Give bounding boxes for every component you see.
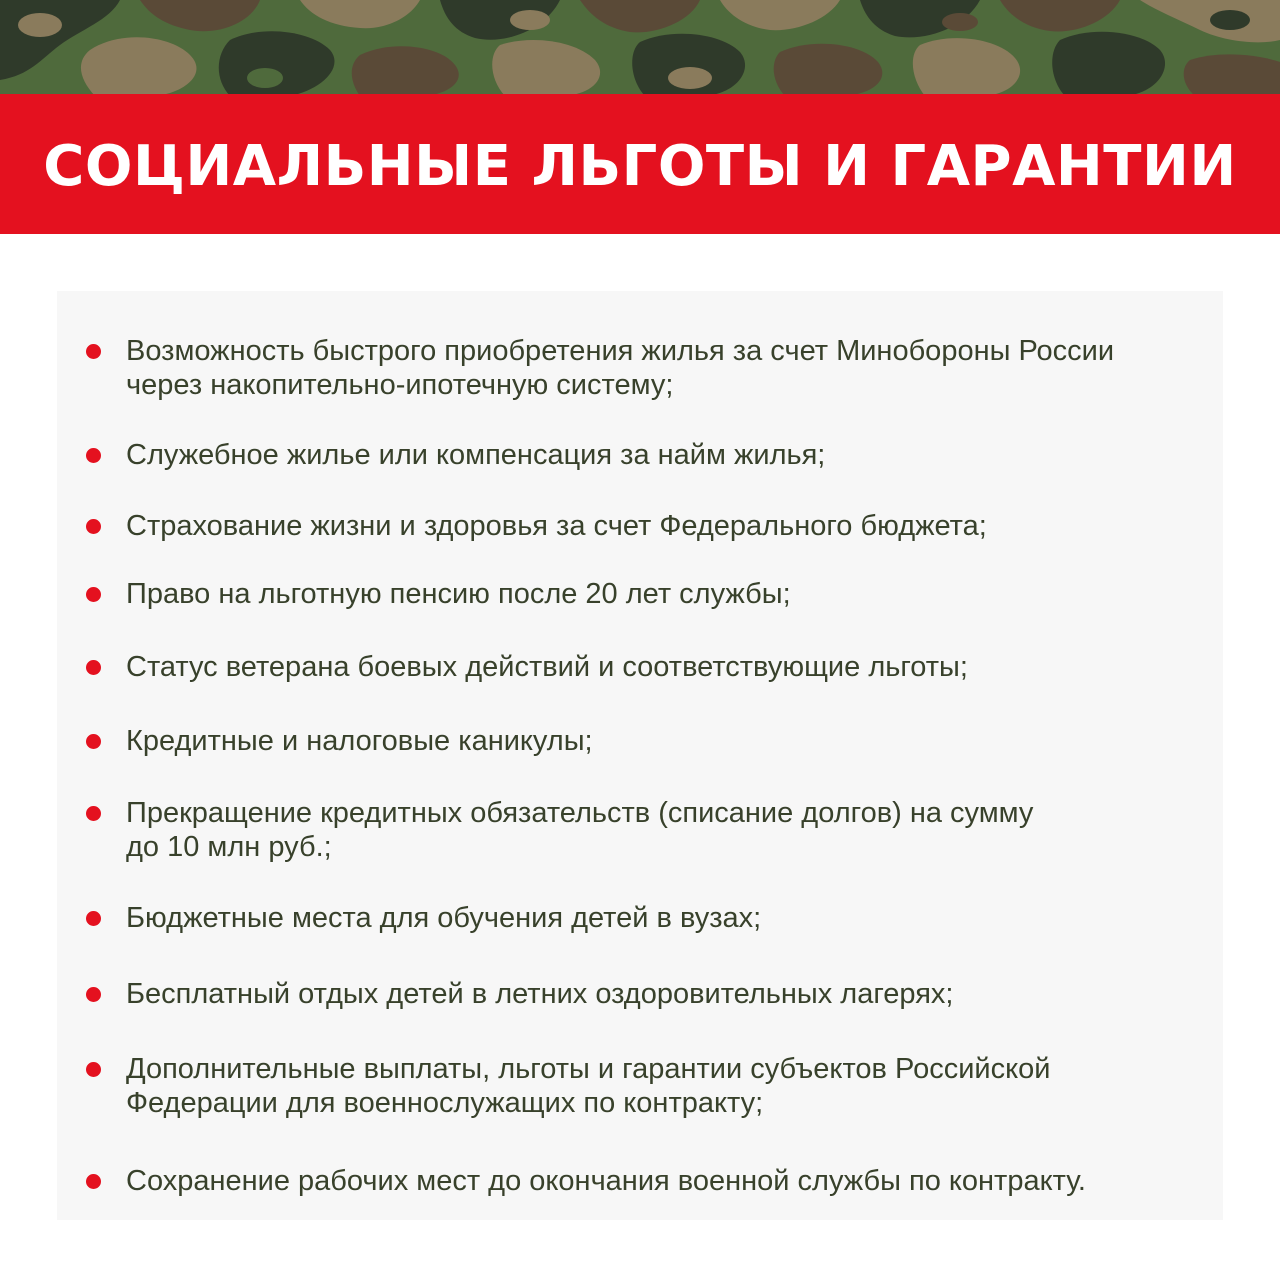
bullet-icon: [86, 1174, 101, 1189]
page-title: СОЦИАЛЬНЫЕ ЛЬГОТЫ И ГАРАНТИИ: [43, 133, 1237, 199]
list-item-text: Служебное жилье или компенсация за найм жилья;: [126, 439, 826, 471]
list-item-text: Право на льготную пенсию после 20 лет службы;: [126, 578, 791, 610]
list-item-text: Кредитные и налоговые каникулы;: [126, 725, 593, 757]
bullet-icon: [86, 987, 101, 1002]
bullet-icon: [86, 911, 101, 926]
camouflage-header-pattern: [0, 0, 1280, 96]
bullet-icon: [86, 1062, 101, 1077]
benefits-panel: [57, 291, 1223, 1220]
bullet-icon: [86, 519, 101, 534]
bullet-icon: [86, 660, 101, 675]
list-item-text: Страхование жизни и здоровья за счет Федерального бюджета;: [126, 510, 987, 542]
list-item-text: Статус ветерана боевых действий и соответствующие льготы;: [126, 651, 968, 683]
bullet-icon: [86, 448, 101, 463]
title-banner: [0, 94, 1280, 234]
bullet-icon: [86, 344, 101, 359]
list-item-text: Бесплатный отдых детей в летних оздоровительных лагерях;: [126, 978, 954, 1010]
list-item-text: Возможность быстрого приобретения жилья за счет Минобороны России через накопительно-ипотечную систему;: [126, 335, 1115, 401]
bullet-icon: [86, 734, 101, 749]
bullet-icon: [86, 806, 101, 821]
bullet-icon: [86, 587, 101, 602]
list-item-text: Дополнительные выплаты, льготы и гарантии субъектов Российской Федерации для военнослужащих по контракту;: [126, 1053, 1051, 1119]
list-item-text: Бюджетные места для обучения детей в вузах;: [126, 902, 762, 934]
list-item-text: Прекращение кредитных обязательств (списание долгов) на сумму до 10 млн руб.;: [126, 797, 1034, 863]
list-item-text: Сохранение рабочих мест до окончания военной службы по контракту.: [126, 1165, 1086, 1197]
